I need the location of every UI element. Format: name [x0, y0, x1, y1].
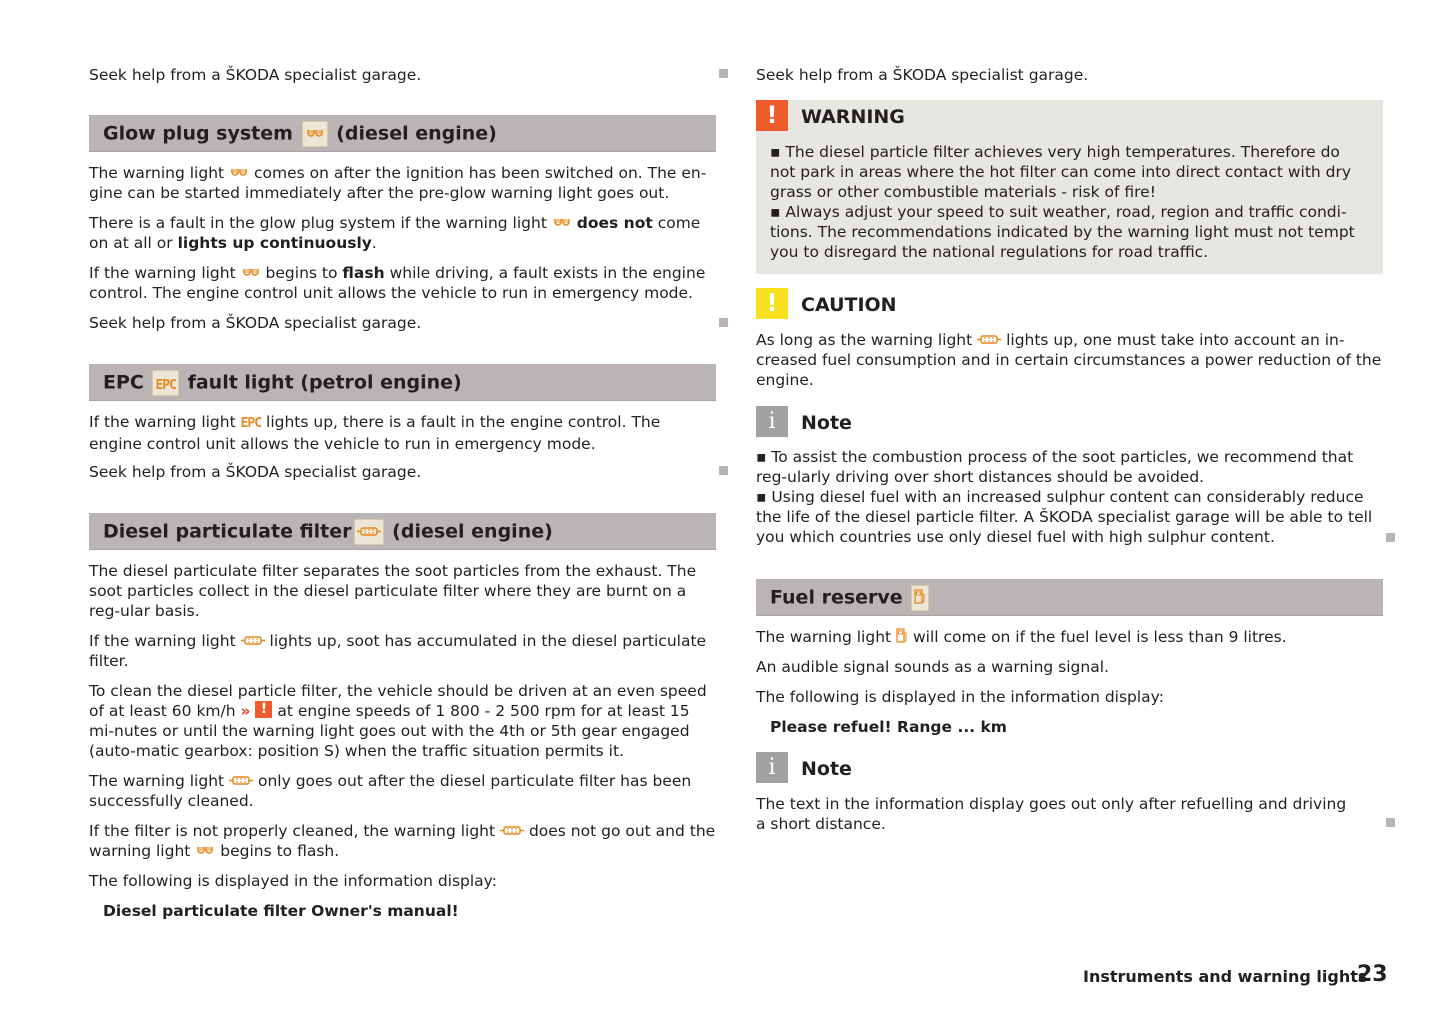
section-end-marker [719, 466, 728, 475]
epc-heading: EPC EPC fault light (petrol engine) [89, 364, 716, 401]
warning-reference-icon: ! [255, 701, 272, 718]
note-icon: i [756, 406, 788, 437]
caution-icon: ! [756, 288, 788, 319]
left-top-text: Seek help from a ŠKODA specialist garage. [89, 66, 422, 84]
note2-text: The text in the information display goes out only after refuelling and driving a short distance. [756, 795, 1347, 833]
caution-title: CAUTION [801, 294, 897, 316]
epc-icon: EPC [240, 416, 262, 431]
dpf-display-message: Diesel particulate filter Owner's manual! [103, 902, 459, 920]
fuel-pump-icon [896, 628, 908, 643]
dpf-icon [977, 335, 1001, 344]
epc-p2: Seek help from a ŠKODA specialist garage. [89, 463, 422, 481]
glow-p2: There is a fault in the glow plug system if the warning light does not come on at all or lights up continuously. [89, 214, 701, 252]
section-end-marker [719, 69, 728, 78]
section-end-marker [1386, 533, 1395, 542]
warning-item-2: ▪ Always adjust your speed to suit weather, road, region and traffic condi-tions. The recommendations indicated by the warning light must not tempt you to disregard the national regulations for road traffic. [770, 203, 1355, 261]
glow-plug-icon [231, 168, 247, 177]
warning-title: WARNING [801, 106, 905, 128]
section-end-marker [719, 318, 728, 327]
dpf-p2: If the warning light lights up, soot has accumulated in the diesel particulate filter. [89, 632, 707, 670]
fuel-reserve-heading: Fuel reserve [756, 579, 1383, 616]
fuel-p3: The following is displayed in the information display: [756, 688, 1164, 706]
fuel-pump-icon [911, 585, 929, 611]
dpf-icon [241, 636, 265, 645]
glow-p4: Seek help from a ŠKODA specialist garage. [89, 314, 422, 332]
epc-icon: EPC [152, 370, 178, 396]
note1-item-1: ▪ To assist the combustion process of the soot particles, we recommend that reg-ularly driving over short distances should be avoided. [756, 448, 1354, 486]
note1-item-2: ▪ Using diesel fuel with an increased sulphur content can considerably reduce the life of the diesel particle filter. A ŠKODA specialist garage will be able to tell you which countries use only diesel fuel with high sulphur content. [756, 488, 1373, 546]
glow-plug-heading: Glow plug system (diesel engine) [89, 115, 716, 152]
caution-text: As long as the warning light lights up, one must take into account an in-creased fuel consumption and in certain circumstances a power reduction of the engine. [756, 331, 1382, 389]
note-title: Note [801, 758, 852, 780]
glow-p3: If the warning light begins to flash while driving, a fault exists in the engine control. The engine control unit allows the vehicle to run in emergency mode. [89, 264, 706, 302]
fuel-display-message: Please refuel! Range ... km [770, 718, 1007, 736]
glow-plug-icon [302, 121, 328, 147]
page-number: 23 [1357, 962, 1388, 987]
dpf-icon [500, 826, 524, 835]
dpf-p5: If the filter is not properly cleaned, the warning light does not go out and the warning light begins to flash. [89, 822, 716, 860]
cross-reference-arrow: » [240, 702, 251, 720]
epc-p1: If the warning light EPC lights up, there is a fault in the engine control. The engine control unit allows the vehicle to run in emergency mode. [89, 413, 661, 453]
chapter-title: Instruments and warning lights [1083, 967, 1368, 986]
dpf-p4: The warning light only goes out after the diesel particulate filter has been successfully cleaned. [89, 772, 692, 810]
note-icon: i [756, 752, 788, 783]
glow-plug-icon [554, 218, 570, 227]
fuel-p1: The warning light will come on if the fuel level is less than 9 litres. [756, 628, 1287, 646]
warning-item-1: ▪ The diesel particle filter achieves very high temperatures. Therefore do not park in areas where the hot filter can come into direct contact with dry grass or other combustible materials - risk of fire! [770, 143, 1352, 201]
dpf-icon [354, 519, 384, 545]
dpf-icon [229, 776, 253, 785]
dpf-p1: The diesel particulate filter separates the soot particles from the exhaust. The soot particles collect in the diesel particulate filter where they are burnt on a reg-ular basis. [89, 562, 697, 620]
dpf-p3: To clean the diesel particle filter, the vehicle should be driven at an even speed of at least 60 km/h » ! at engine speeds of 1 800 - 2 500 rpm for at least 15 mi-nutes or until the warning light goes out with the 4th or 5th gear engaged (auto-matic gearbox: position S) when the traffic situation permits it. [89, 682, 707, 760]
glow-p1: The warning light comes on after the ignition has been switched on. The en-gine can be started immediately after the pre-glow warning light goes out. [89, 164, 707, 202]
warning-icon: ! [756, 100, 788, 131]
glow-plug-icon [243, 268, 259, 277]
dpf-heading: Diesel particulate filter (diesel engine) [89, 513, 716, 550]
glow-plug-icon [197, 846, 213, 855]
fuel-p2: An audible signal sounds as a warning signal. [756, 658, 1109, 676]
section-end-marker [1386, 818, 1395, 827]
dpf-p6: The following is displayed in the information display: [89, 872, 497, 890]
note-title: Note [801, 412, 852, 434]
right-top-text: Seek help from a ŠKODA specialist garage. [756, 66, 1089, 84]
